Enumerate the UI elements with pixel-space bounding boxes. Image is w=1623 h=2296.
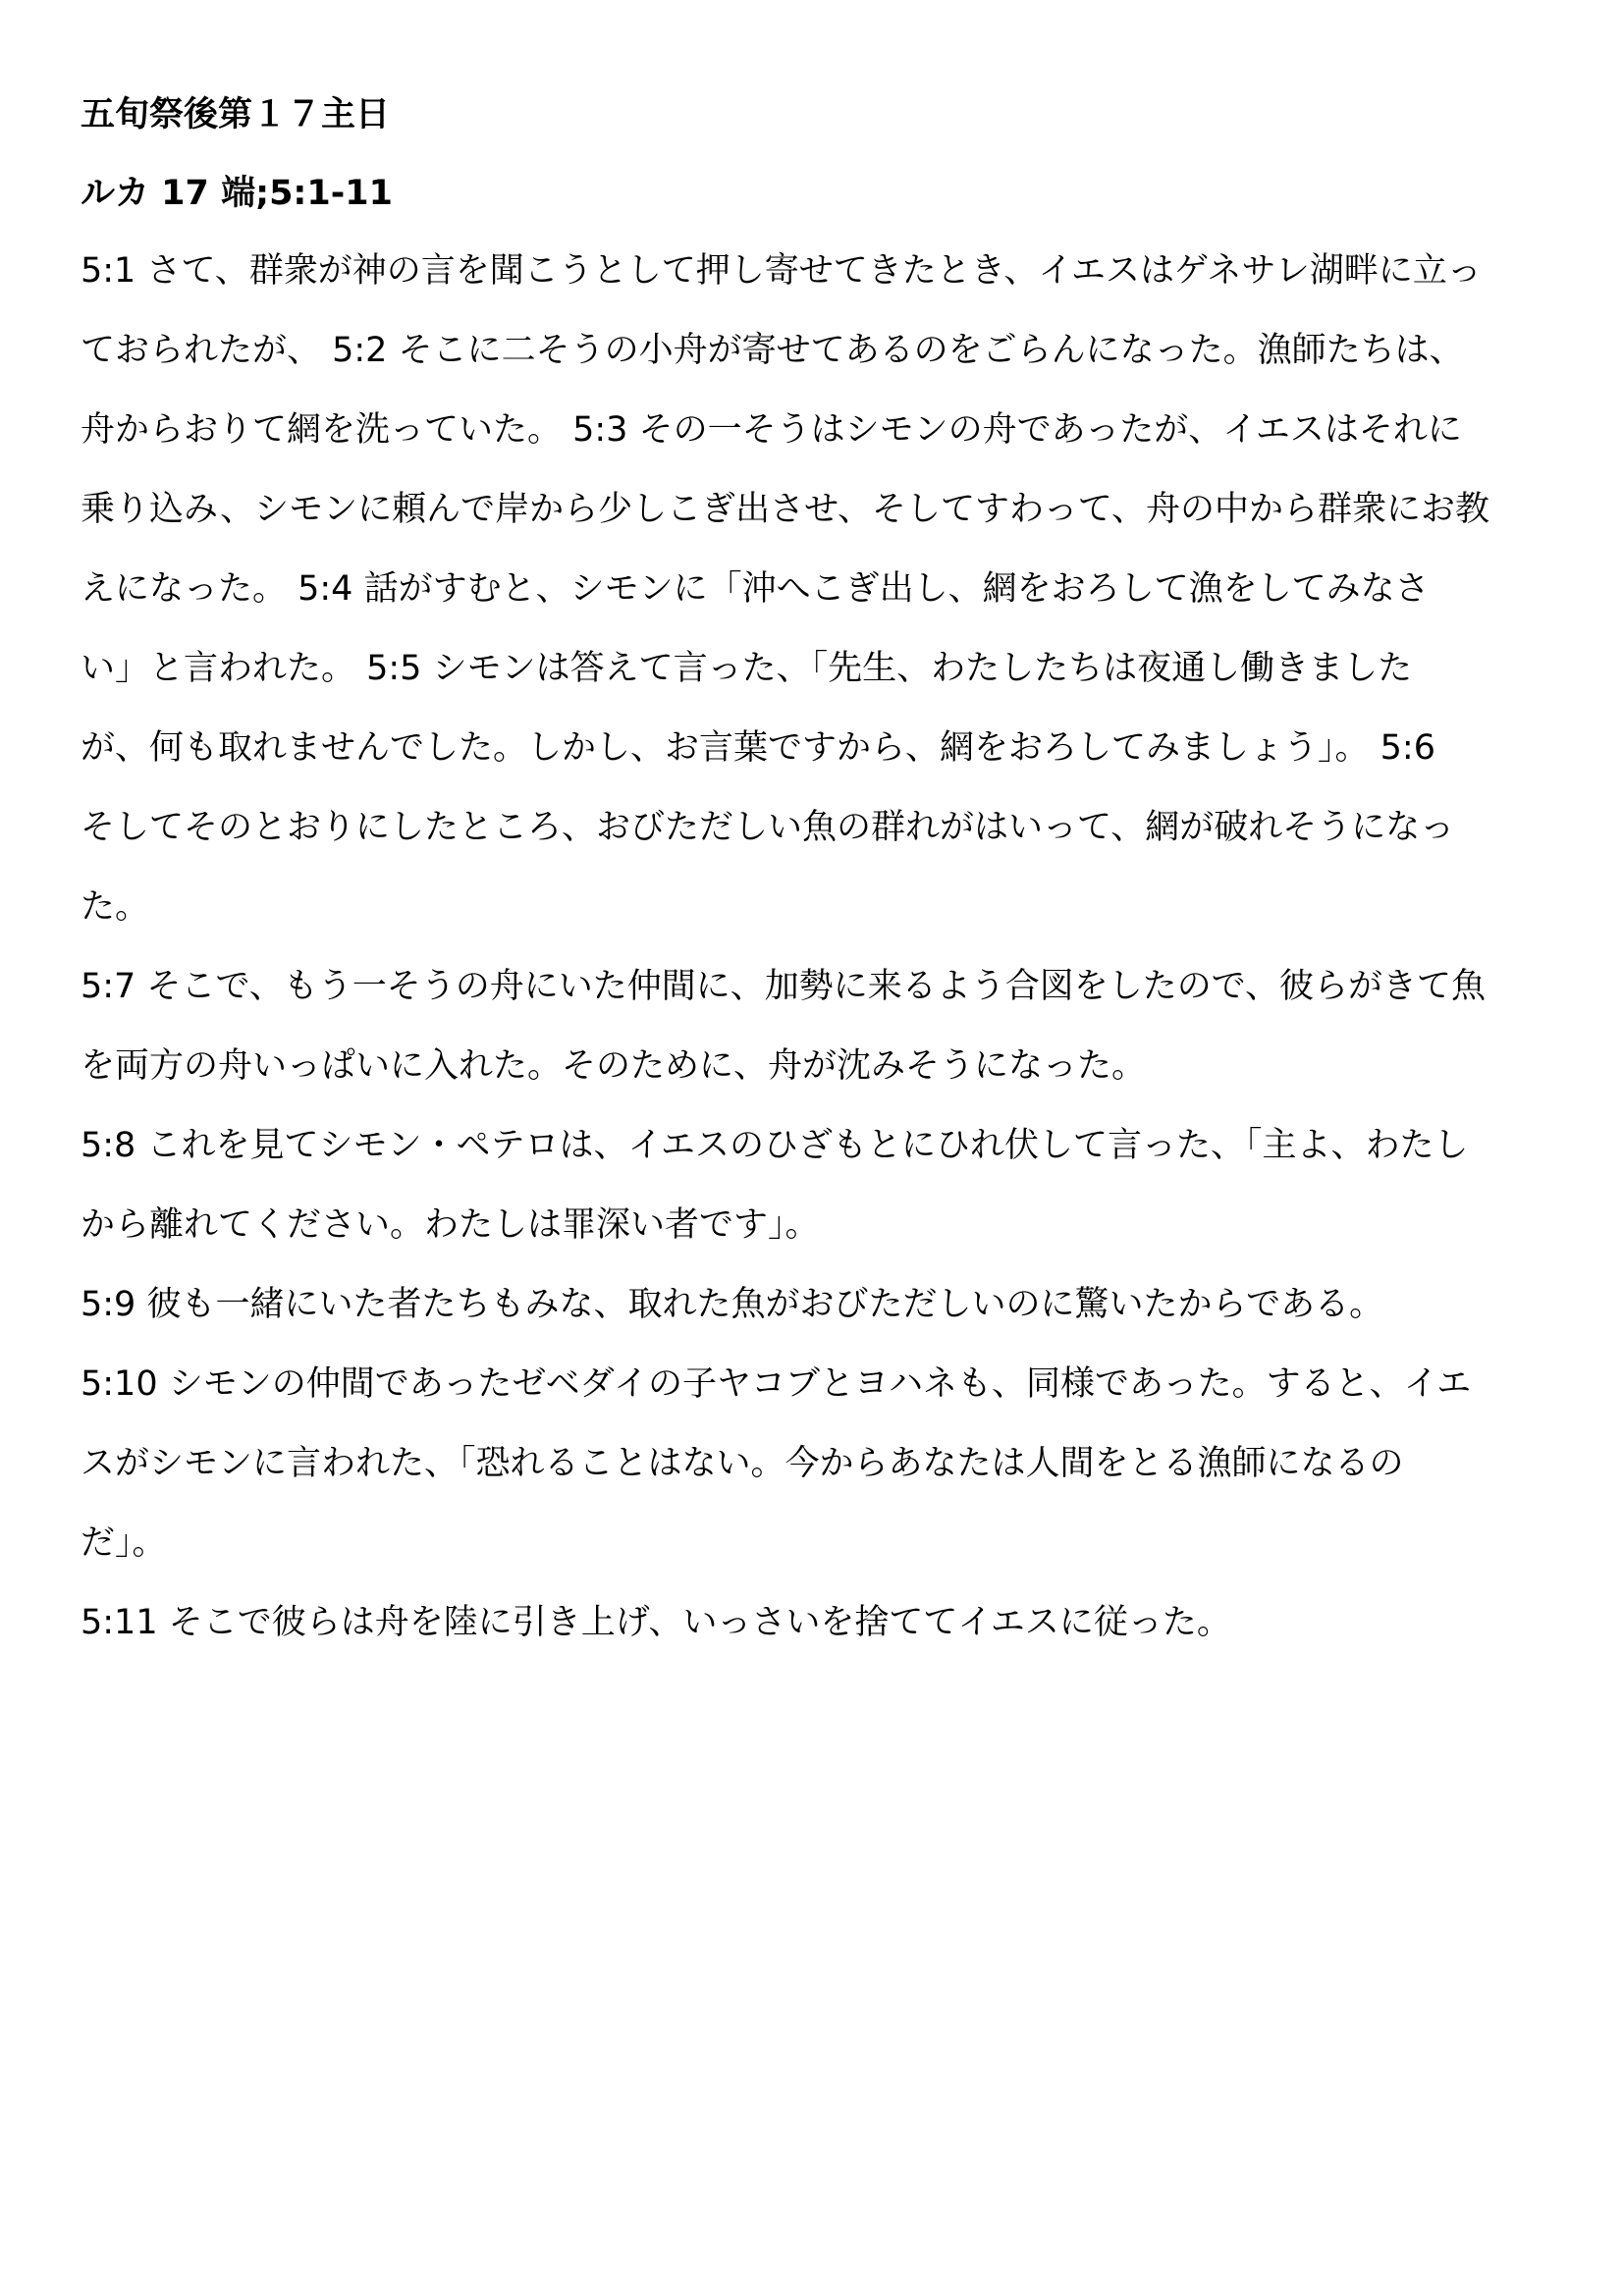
text-line: から離れてください。わたしは罪深い者です」。 [81, 1205, 820, 1245]
text-line: スがシモンに言われた、「恐れることはない。今からあなたは人間をとる漁師になるの [81, 1444, 1404, 1483]
text-line: 5:11 そこで彼らは舟を陸に引き上げ、いっさいを捨ててイエスに従った。 [81, 1603, 1231, 1642]
verse-paragraph [81, 947, 1573, 1106]
text-line: 5:1 さて、群衆が神の言を聞こうとして押し寄せてきたとき、イエスはゲネサレ湖畔に立っ [81, 251, 1482, 291]
text-line: 舟からおりて網を洗っていた。 5:3 その一そうはシモンの舟であったが、イエスはそれに [81, 410, 1462, 450]
text-line: えになった。 5:4 話がすむと、シモンに「沖へこぎ出し、網をおろして漁をしてみなさ [81, 569, 1430, 609]
text-line: そしてそのとおりにしたところ、おびただしい魚の群れがはいって、網が破れそうになっ [81, 808, 1455, 847]
verse-paragraph [81, 1265, 1573, 1345]
text-line: 5:10 シモンの仲間であったゼベダイの子ヤコブとヨハネも、同様であった。すると、イエ [81, 1364, 1472, 1404]
verse-paragraph [81, 1106, 1573, 1265]
text-line: 乗り込み、シモンに頼んで岸から少しこぎ出させ、そしてすわって、舟の中から群衆にお教 [81, 490, 1490, 529]
text-line: い」と言われた。 5:5 シモンは答えて言った、「先生、わたしたちは夜通し働きました [81, 649, 1413, 688]
verse-paragraph [81, 1345, 1573, 1583]
text-line: 5:7 そこで、もう一そうの舟にいた仲間に、加勢に来るよう合図をしたので、彼らがきて魚 [81, 967, 1487, 1006]
text-line: ておられたが、 5:2 そこに二そうの小舟が寄せてあるのをごらんになった。漁師たちは、 [81, 331, 1464, 370]
verse-paragraph [81, 232, 1573, 947]
document-title: 五旬祭後第１７主日 [81, 95, 391, 134]
text-line: が、何も取れませんでした。しかし、お言葉ですから、網をおろしてみましょう」。 5:6 [81, 728, 1435, 768]
scripture-reference: ルカ 17 端;5:1-11 [81, 174, 394, 213]
text-line: た。 [81, 887, 150, 927]
text-line: 5:8 これを見てシモン・ペテロは、イエスのひざもとにひれ伏して言った、「主よ、わたし [81, 1126, 1469, 1165]
document-page [81, 88, 1573, 1663]
text-line: だ」。 [81, 1523, 167, 1563]
verse-paragraph [81, 1583, 1573, 1663]
text-line: を両方の舟いっぱいに入れた。そのために、舟が沈みそうになった。 [81, 1046, 1147, 1086]
text-line: 5:9 彼も一緒にいた者たちもみな、取れた魚がおびただしいのに驚いたからである。 [81, 1285, 1384, 1324]
